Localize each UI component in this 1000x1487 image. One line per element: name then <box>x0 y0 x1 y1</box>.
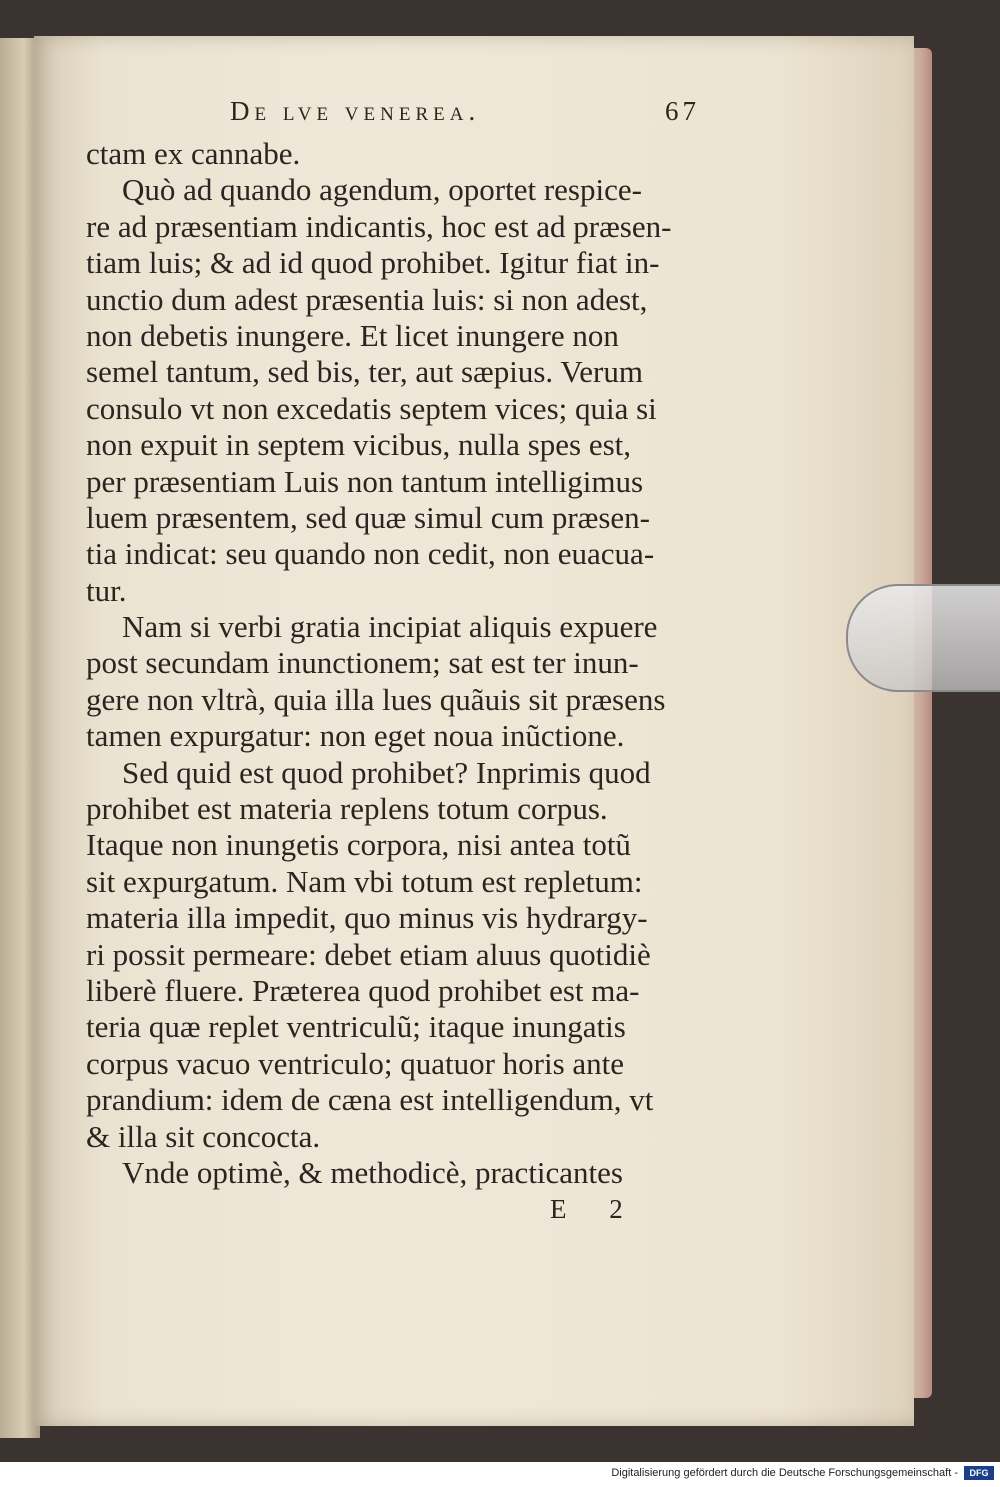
text-line: Sed quid est quod prohibet? Inprimis quod <box>122 754 651 790</box>
text-line: re ad præsentiam indicantis, hoc est ad præsen- <box>86 208 672 244</box>
text-line: Vnde optimè, & methodicè, practicantes <box>122 1154 623 1190</box>
page-holder-clip <box>846 584 1000 692</box>
dfg-logo: DFG <box>964 1466 994 1480</box>
text-line: unctio dum adest præsentia luis: si non adest, <box>86 281 648 317</box>
text-line: tamen expurgatur: non eget noua inũctione. <box>86 718 625 754</box>
text-line: prandium: idem de cæna est intelligendum, vt <box>86 1082 654 1118</box>
funding-credit: Digitalisierung gefördert durch die Deutsche Forschungsgemeinschaft - <box>611 1467 958 1479</box>
text-line: tur. <box>86 572 127 608</box>
text-line: consulo vt non excedatis septem vices; quia si <box>86 390 657 426</box>
page-header <box>230 96 700 136</box>
text-line: materia illa impedit, quo minus vis hydrargy- <box>86 900 648 936</box>
text-line: ri possit permeare: debet etiam aluus quotidiè <box>86 936 651 972</box>
text-line: tiam luis; & ad id quod prohibet. Igitur fiat in- <box>86 245 660 281</box>
body-text <box>86 136 726 1191</box>
text-line: & illa sit concocta. <box>86 1118 321 1154</box>
text-line: per præsentiam Luis non tantum intelligimus <box>86 463 644 499</box>
text-line: Quò ad quando agendum, oportet respice- <box>122 172 642 208</box>
footer-bar <box>0 1462 1000 1487</box>
signature-mark: E 2 <box>550 1194 641 1225</box>
text-line: prohibet est materia replens totum corpus. <box>86 791 608 827</box>
text-line: non debetis inungere. Et licet inungere non <box>86 317 619 353</box>
text-line: tia indicat: seu quando non cedit, non euacua- <box>86 536 655 572</box>
text-line: gere non vltrà, quia illa lues quãuis sit præsens <box>86 681 666 717</box>
page-number: 67 <box>665 96 700 126</box>
text-line: Itaque non inungetis corpora, nisi antea totũ <box>86 827 631 863</box>
text-line: post secundam inunctionem; sat est ter inun- <box>86 645 639 681</box>
text-line: corpus vacuo ventriculo; quatuor horis ante <box>86 1045 625 1081</box>
text-line: sit expurgatum. Nam vbi totum est repletum: <box>86 863 643 899</box>
text-line: teria quæ replet ventriculũ; itaque inungatis <box>86 1009 626 1045</box>
text-line: non expuit in septem vicibus, nulla spes est, <box>86 427 632 463</box>
text-line: liberè fluere. Præterea quod prohibet est ma- <box>86 972 640 1008</box>
running-head: De lve venerea. <box>230 96 481 126</box>
text-line: ctam ex cannabe. <box>86 136 301 171</box>
text-line: luem præsentem, sed quæ simul cum præsen- <box>86 499 650 535</box>
page-text <box>86 96 726 1227</box>
text-line: Nam si verbi gratia incipiat aliquis expuere <box>122 609 658 645</box>
text-line: semel tantum, sed bis, ter, aut sæpius. Verum <box>86 354 643 390</box>
